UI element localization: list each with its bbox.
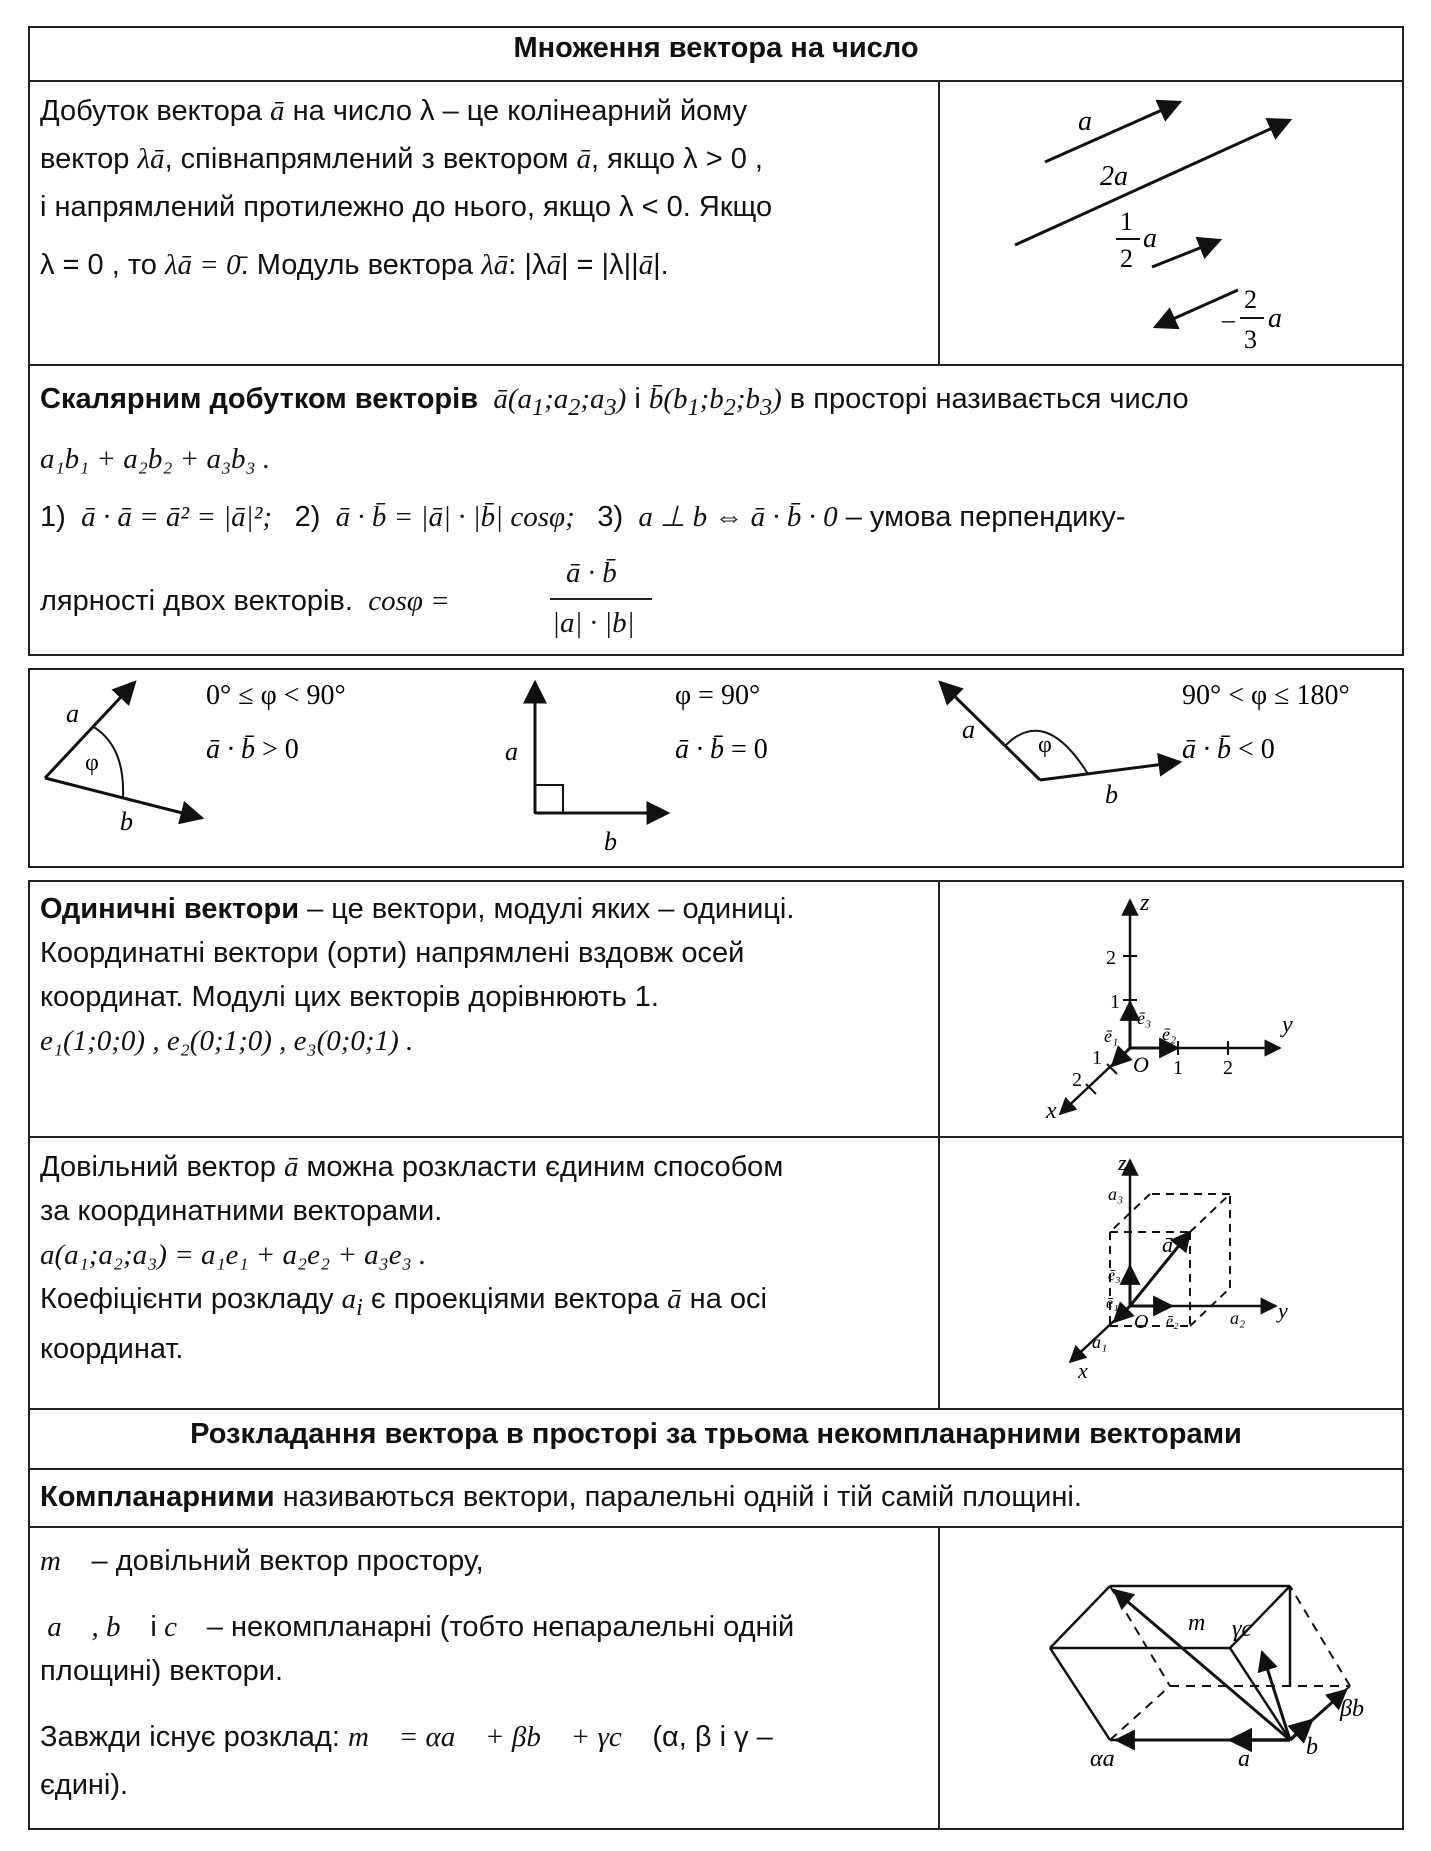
label-a3: a₃ [1108,1184,1124,1204]
divider [28,364,1404,366]
right-angle-figure [460,670,880,866]
decomposition-box-figure [940,1140,1400,1406]
case2-range: φ = 90° [675,680,761,711]
unit-vectors-coords: e₁(1;0;0) , e₂(0;1;0) , e₃(0;0;1) . [40,1025,414,1057]
acute-angle-figure [30,670,460,866]
label-e3: ē₃ [1137,1008,1152,1028]
tick-label: 1 [1173,1057,1183,1079]
label-a: a [505,737,518,766]
label-e3: ē₃ [1108,1267,1121,1284]
label-b: b [1306,1734,1318,1760]
parallelepiped-figure [940,1528,1400,1828]
definition-line-1: Добуток вектора ā на число λ – це колінеарний йому [40,95,748,127]
case3-range: 90° < φ ≤ 180° [1182,680,1350,711]
noncoplanar-line: a⃗ , b⃗ і c⃗ – некомпланарні (тобто непаралельні одній [40,1611,795,1643]
definition-line-4: λ = 0 , то λā = 0̄. Модуль вектора λā: |λā| = |λ||ā|. [40,249,669,281]
label-a: a [66,699,79,728]
divider [28,1408,1404,1410]
vector-a-arrow [1045,102,1180,162]
unit-vectors-axes-figure [940,882,1400,1134]
decomposition-formula: a(a₁;a₂;a₃) = a₁e₁ + a₂e₂ + a₃e₃ . [40,1239,427,1271]
decomposition-line-2: за координатними векторами. [40,1195,443,1227]
label-phi: φ [85,750,99,776]
e1-vector [1112,1048,1130,1066]
uniqueness-line: єдині). [40,1769,129,1801]
label-half-num: 1 [1120,207,1133,236]
label-x: x [1046,1098,1057,1124]
label-x: x [1078,1358,1088,1383]
vector-scaling-figure [940,82,1400,362]
arbitrary-vector-line: m⃗ – довільний вектор простору, [40,1545,484,1577]
label-e1: ē₁ [1106,1295,1119,1312]
unit-vectors-line-3: координат. Модулі цих векторів дорівнюють 1. [40,981,659,1013]
scalar-product-line-1: Скалярним добутком векторів $ā(a_1;a_2;a_3)$ і $b̄(b_1;b_2;b_3)$ в просторі називається число [40,383,1189,421]
case2-product: ā · b̄ = 0 [675,734,768,765]
label-a2: a₂ [1230,1308,1246,1328]
case1-product: ā · b̄ > 0 [206,734,299,765]
coplanar-definition: Компланарними називаються вектори, паралельні одній і тій самій площині. [40,1481,1082,1513]
label-half-den: 2 [1120,244,1133,273]
cos-fraction-numerator: ā · b̄ [566,557,617,589]
tick-label: 2 [1223,1057,1233,1079]
label-a: a [1078,106,1092,137]
label-b: b [120,807,133,836]
label-phi: φ [1038,732,1052,758]
label-a: a [1268,303,1282,334]
tick-label: 1 [1110,991,1120,1013]
label-origin: O [1133,1052,1149,1077]
label-a: a [1143,223,1157,254]
label-e1: ē₁ [1104,1026,1119,1046]
label-alpha-a: αa [1090,1746,1115,1772]
tick-label: 2 [1072,1069,1082,1091]
cos-fraction-denominator: |a| · |b| [552,607,635,639]
unit-vectors-line-2: Координатні вектори (орти) напрямлені вздовж осей [40,937,745,969]
label-gamma-c: γc [1232,1616,1253,1642]
label-y: y [1278,1298,1288,1323]
decomposition-line-4: Коефіцієнти розкладу $a_i$ є проекціями вектора ā на осі [40,1283,767,1321]
label-b: b [604,827,617,856]
label-beta-b: βb [1340,1696,1364,1722]
label-a1: a₁ [1092,1332,1108,1352]
label-e2: ē₂ [1166,1313,1179,1330]
vector-a-arrow [940,682,1040,780]
scalar-product-properties: 1) ā · ā = ā² = |ā|²; 2) ā · b̄ = |ā| · |b̄| cosφ; 3) a ⊥ b ⇔ ā · b̄ · 0 – умова перпендику- [40,501,1126,533]
unit-vectors-line-1: Одиничні вектори – це вектори, модулі яких – одиниці. [40,893,795,925]
tick-label: 2 [1106,947,1116,969]
divider [28,1136,1404,1138]
decomposition-line-1: Довільний вектор ā можна розкласти єдиним способом [40,1151,784,1183]
perpendicularity-line: лярності двох векторів. cosφ = [40,585,450,617]
label-origin: O [1134,1311,1149,1333]
decomposition-line-5: координат. [40,1333,184,1365]
label-e2: ē₂ [1162,1024,1177,1044]
label-a: ā [1162,1232,1173,1257]
vector-half-a-arrow [1152,240,1220,267]
decomposition-existence: Завжди існує розклад: m⃗ = αa⃗ + βb⃗ + γc⃗ (α, β і γ – [40,1721,773,1753]
solid-edges [1050,1586,1290,1740]
section-title: Розкладання вектора в просторі за трьома некомпланарними векторами [190,1418,1242,1450]
label-z: z [1140,890,1150,916]
noncoplanar-line-2: площині) вектори. [40,1655,284,1687]
label-a: a [1238,1746,1250,1772]
section-title: Множення вектора на число [513,32,919,64]
definition-line-2: вектор λā, співнапрямлений з вектором ā, якщо λ > 0 , [40,143,763,175]
label-y: y [1282,1012,1293,1038]
label-z: z [1118,1150,1127,1175]
scalar-product-formula: a₁b₁ + a₂b₂ + a₃b₃ . [40,443,271,475]
divider [28,1468,1404,1470]
right-angle-mark [535,785,563,813]
definition-line-3: і напрямлений протилежно до нього, якщо λ < 0. Якщо [40,191,773,223]
label-neg-num: 2 [1244,285,1257,314]
case3-product: ā · b̄ < 0 [1182,734,1275,765]
label-minus: – [1222,305,1235,334]
label-2a: 2a [1100,161,1128,192]
tick-label: 1 [1092,1047,1102,1069]
label-a: a [962,715,975,744]
obtuse-angle-figure [880,670,1400,866]
label-neg-den: 3 [1244,325,1257,354]
vector-a-arrow [1130,1232,1190,1306]
label-b: b [1105,780,1118,809]
label-m: m [1188,1610,1206,1636]
vector-b-arrow [1040,762,1180,780]
case1-range: 0° ≤ φ < 90° [206,680,346,711]
